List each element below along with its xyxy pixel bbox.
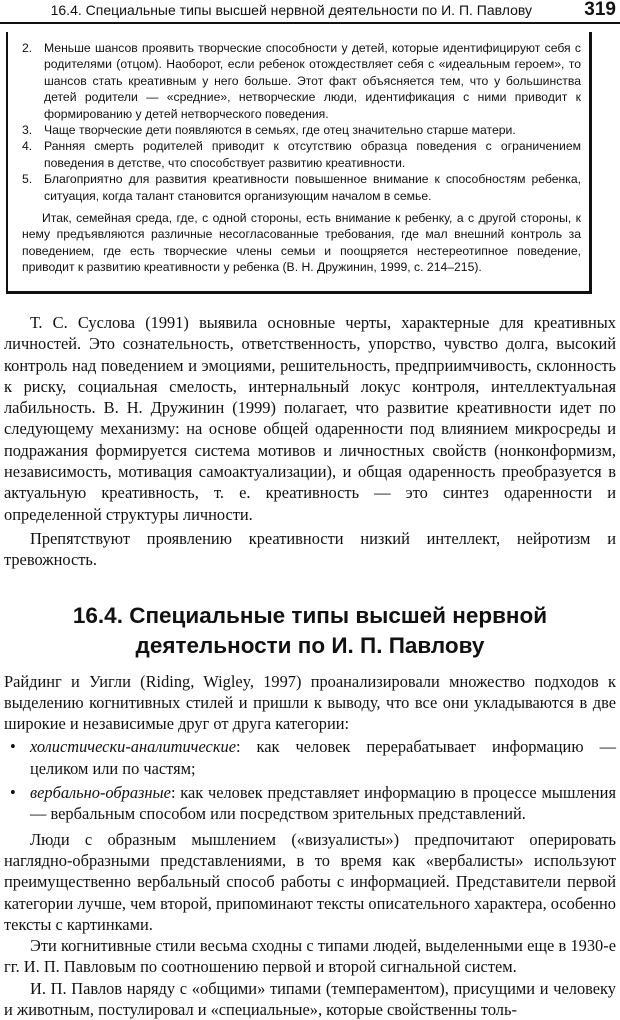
box-item-number: 5. [22,172,33,187]
box-item-text: Ранняя смерть родителей приводит к отсутствию образца поведения с ограничением поведения в детстве, что способствует развитию креативности. [44,139,581,170]
box-list [22,40,581,204]
box-item-number: 2. [22,41,33,55]
list-item [4,782,616,825]
box-item-number: 3. [22,123,33,138]
paragraph-pavlov: И. П. Павлов наряду с «общими» типами (темпераментом), присущими и человеку и животным, постулировал и «специальные», которые свойственны толь- [4,978,616,1020]
term-holistic-desc: : как человек перерабатывает информацию — целиком или по частям; [30,737,616,778]
box-item [22,138,581,171]
term-holistic: холистически-аналитические [30,737,236,757]
bullet-icon: • [10,737,16,757]
running-title: 16.4. Специальные типы высшей нервной деятельности по И. П. Павлову [50,2,532,18]
paragraph-styles: Эти когнитивные стили весьма сходны с типами людей, выделенными еще в 1930-е гг. И. П. Павловым по соотношению первой и второй сигнальной систем. [4,936,616,977]
main-text [4,312,616,1020]
list-item [4,736,616,779]
box-item [22,40,581,122]
paragraph-riding: Райдинг и Уигли (Riding, Wigley, 1997) проанализировали множество подходов к выделению когнитивных стилей и пришли к выводу, что все они укладываются в две широкие и независимые друг от друга категории: [4,671,616,734]
paragraph-obstacles: Препятствуют проявлению креативности низкий интеллект, нейротизм и тревожность. [4,528,616,570]
sidebar-box [6,32,592,294]
term-verbal-desc: : как человек представляет информацию в процессе мышления — вербальным способом или посредством зрительных представлений. [30,783,616,824]
paragraph-suslova: Т. С. Суслова (1991) выявила основные черты, характерные для креативных личностей. Это сознательность, ответственность, упорство, чувство долга, высокий контроль над поведением и эмоциями, решительность, предприимчивость, склонность к риску, социальная смелость, интернальный локус контроля, интеллектуальная лабильность. В. Н. Дружинин (1999) полагает, что развитие креативности идет по следующему механизму: на основе общей одаренности под влиянием микросреды и подражания формируется система мотивов и личностных свойств (нонконформизм, независимость, мотивация самоактуализации), и общая одаренность преобразуется в актуальную креативность, т. е. креативность — это синтез одаренности и определенной структуры личности. [4,313,616,524]
section-title: 16.4. Специальные типы высшей нервной деятельности по И. П. Павлову [72,602,548,658]
paragraph-visualists: Люди с образным мышлением («визуалисты») предпочитают оперировать наглядно-образными представлениями, в то время как «вербалисты» используют преимущественно вербальный способ работы с информацией. Представители первой категории лучше, чем второй, припоминают тексты описательного характера, особенно тексты с картинками. [4,829,616,934]
page-number: 319 [584,0,616,20]
style-list [4,736,616,824]
box-summary: Итак, семейная среда, где, с одной стороны, есть внимание к ребенку, а с другой стороны, к нему предъявляются различные несогласованные требования, где мал внешний контроль за поведением, где есть творческие члены семьи и поощряется нестереотипное поведение, приводит к развитию креативности у ребенка (В. Н. Дружинин, 1999, с. 214–215). [22,211,581,275]
box-item-text: Меньше шансов проявить творческие способности у детей, которые идентифицируют себя с родителями (отцом). Наоборот, если ребенок отождествляет себя с «идеальным героем», то шансов стать креативным у него больше. Этот факт объясняется тем, что у большинства детей родители — «средние», нетворческие люди, идентификация с ними приводит к формированию у детей нетворческого поведения. [44,41,581,121]
box-item-number: 4. [22,139,33,154]
term-verbal: вербально-образные [30,783,171,803]
box-item-text: Чаще творческие дети появляются в семьях, где отец значительно старше матери. [44,123,516,138]
bullet-icon: • [10,783,16,803]
box-item-text: Благоприятно для развития креативности повышенное внимание к способностям ребенка, ситуация, когда талант становится организующим началом в семье. [44,172,581,203]
box-item [22,171,581,204]
page-header [0,0,620,24]
box-item [22,122,581,138]
